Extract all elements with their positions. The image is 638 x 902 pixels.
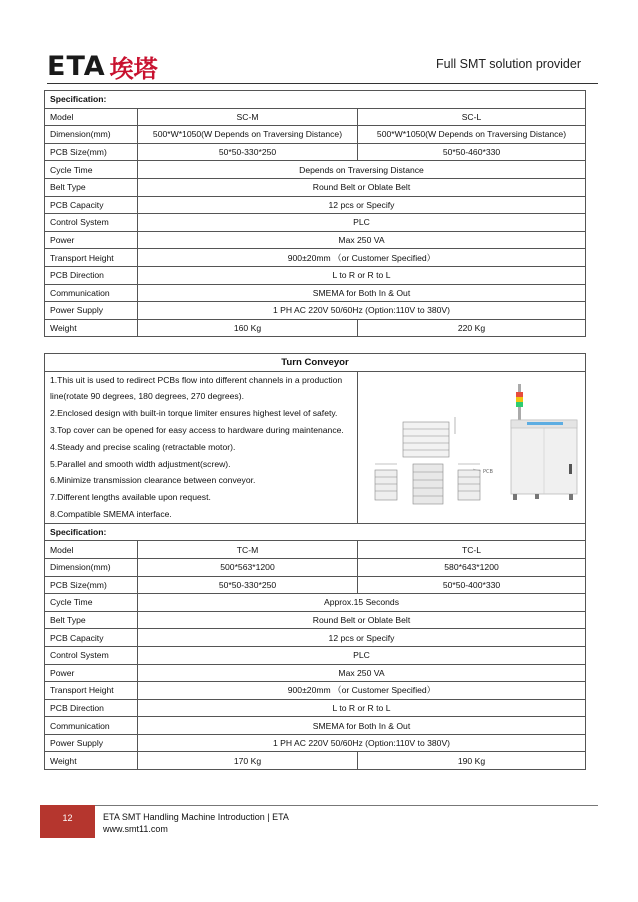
- row-label: PCB Direction: [45, 266, 138, 284]
- row-value-shared: 12 pcs or Specify: [138, 196, 586, 214]
- features-row: [45, 371, 586, 523]
- machine-drawing: [511, 384, 577, 500]
- feature-item: 8.Compatible SMEMA interface.: [50, 508, 172, 519]
- row-label: PCB Capacity: [45, 629, 138, 647]
- spec-heading-row: [45, 91, 586, 109]
- row-label: PCB Direction: [45, 699, 138, 717]
- row-label: Weight: [45, 319, 138, 337]
- row-label: Dimension(mm): [45, 126, 138, 144]
- row-value-shared: PLC: [138, 214, 586, 232]
- row-value-l: SC-L: [358, 108, 586, 126]
- row-label: Belt Type: [45, 611, 138, 629]
- table-row: [45, 302, 586, 320]
- row-label: Model: [45, 541, 138, 559]
- spec-heading-row: [45, 523, 586, 541]
- table-row: [45, 214, 586, 232]
- footer-website: www.smt11.com: [103, 824, 168, 834]
- feature-item: 2.Enclosed design with built-in torque limiter ensures highest level of safety.: [50, 408, 338, 419]
- row-value-l: 580*643*1200: [358, 558, 586, 576]
- row-value-m: SC-M: [138, 108, 358, 126]
- footer-title: ETA SMT Handling Machine Introduction | ETA: [103, 812, 289, 822]
- table-row: [45, 108, 586, 126]
- table-row: [45, 231, 586, 249]
- row-label: Control System: [45, 646, 138, 664]
- row-label: Weight: [45, 752, 138, 770]
- row-value-shared: 1 PH AC 220V 50/60Hz (Option:110V to 380V): [138, 302, 586, 320]
- row-value-shared: Approx.15 Seconds: [138, 594, 586, 612]
- product-image-cell: [358, 371, 586, 523]
- table-row: [45, 646, 586, 664]
- feature-item: 6.Minimize transmission clearance between conveyor.: [50, 475, 256, 486]
- row-value-l: 50*50-400*330: [358, 576, 586, 594]
- pcb-label: PCB: [483, 469, 493, 476]
- row-value-shared: 900±20mm （or Customer Specified）: [138, 682, 586, 700]
- row-value-shared: L to R or R to L: [138, 266, 586, 284]
- top-view-drawing: [375, 417, 480, 504]
- spec-heading: Specification:: [45, 523, 586, 541]
- row-value-shared: 1 PH AC 220V 50/60Hz (Option:110V to 380V): [138, 734, 586, 752]
- row-label: PCB Capacity: [45, 196, 138, 214]
- row-value-shared: Max 250 VA: [138, 231, 586, 249]
- row-label: PCB Size(mm): [45, 143, 138, 161]
- feature-item: line(rotate 90 degrees, 180 degrees, 270 degrees).: [50, 391, 244, 402]
- footer-divider: [40, 805, 598, 806]
- feature-item: 3.Top cover can be opened for easy access to hardware during maintenance.: [50, 424, 344, 435]
- sc-spec-table: [44, 90, 586, 337]
- table-row: [45, 558, 586, 576]
- row-value-shared: Depends on Traversing Distance: [138, 161, 586, 179]
- row-value-m: 160 Kg: [138, 319, 358, 337]
- row-label: Cycle Time: [45, 594, 138, 612]
- row-label: Cycle Time: [45, 161, 138, 179]
- logo-latin-text: ETA: [47, 50, 106, 82]
- row-label: Communication: [45, 717, 138, 735]
- feature-item: 7.Different lengths available upon request.: [50, 492, 211, 503]
- table-row: [45, 161, 586, 179]
- feature-item: 1.This uit is used to redirect PCBs flow into different channels in a production: [50, 374, 343, 385]
- row-value-shared: Max 250 VA: [138, 664, 586, 682]
- row-value-l: 500*W*1050(W Depends on Traversing Distance): [358, 126, 586, 144]
- row-label: Power: [45, 231, 138, 249]
- logo-cjk-text: 埃塔: [109, 54, 158, 83]
- table-row: [45, 178, 586, 196]
- table-row: [45, 594, 586, 612]
- page-number-badge: 12: [40, 805, 95, 838]
- eta-logo: [47, 50, 158, 82]
- row-value-l: TC-L: [358, 541, 586, 559]
- row-label: Control System: [45, 214, 138, 232]
- table-row: [45, 629, 586, 647]
- row-value-shared: 900±20mm （or Customer Specified）: [138, 249, 586, 267]
- table-row: [45, 266, 586, 284]
- row-value-l: 50*50-460*330: [358, 143, 586, 161]
- row-value-shared: SMEMA for Both In & Out: [138, 717, 586, 735]
- row-label: Model: [45, 108, 138, 126]
- row-value-l: 220 Kg: [358, 319, 586, 337]
- table-row: [45, 143, 586, 161]
- row-label: Power Supply: [45, 734, 138, 752]
- tagline: Full SMT solution provider: [436, 57, 581, 71]
- table-row: [45, 717, 586, 735]
- row-value-m: 170 Kg: [138, 752, 358, 770]
- row-value-shared: Round Belt or Oblate Belt: [138, 611, 586, 629]
- row-label: Power Supply: [45, 302, 138, 320]
- page-header: [0, 0, 638, 82]
- sc-spec-rows: [45, 108, 586, 337]
- row-label: Dimension(mm): [45, 558, 138, 576]
- row-label: Communication: [45, 284, 138, 302]
- table-row: [45, 196, 586, 214]
- table-row: [45, 284, 586, 302]
- row-label: Power: [45, 664, 138, 682]
- row-value-shared: SMEMA for Both In & Out: [138, 284, 586, 302]
- header-divider: [47, 83, 598, 84]
- table-row: [45, 734, 586, 752]
- row-value-m: TC-M: [138, 541, 358, 559]
- row-value-shared: L to R or R to L: [138, 699, 586, 717]
- features-list: [45, 371, 358, 523]
- table-row: [45, 249, 586, 267]
- row-value-m: 50*50-330*250: [138, 576, 358, 594]
- row-value-shared: 12 pcs or Specify: [138, 629, 586, 647]
- table-row: [45, 541, 586, 559]
- spec-heading: Specification:: [45, 91, 586, 109]
- row-label: Belt Type: [45, 178, 138, 196]
- table-row: [45, 611, 586, 629]
- turn-conveyor-illustration: [363, 372, 586, 520]
- tc-spec-rows: [45, 541, 586, 770]
- row-value-m: 50*50-330*250: [138, 143, 358, 161]
- row-value-l: 190 Kg: [358, 752, 586, 770]
- table-row: [45, 664, 586, 682]
- table-row: [45, 682, 586, 700]
- title-row: [45, 354, 586, 372]
- row-label: PCB Size(mm): [45, 576, 138, 594]
- table-row: [45, 699, 586, 717]
- table-row: [45, 319, 586, 337]
- table-row: [45, 576, 586, 594]
- feature-item: 4.Steady and precise scaling (retractable motor).: [50, 441, 236, 452]
- row-label: Transport Height: [45, 249, 138, 267]
- row-value-shared: Round Belt or Oblate Belt: [138, 178, 586, 196]
- row-label: Transport Height: [45, 682, 138, 700]
- row-value-m: 500*W*1050(W Depends on Traversing Distance): [138, 126, 358, 144]
- turn-conveyor-table: [44, 353, 586, 770]
- table-row: [45, 752, 586, 770]
- table-row: [45, 126, 586, 144]
- row-value-m: 500*563*1200: [138, 558, 358, 576]
- row-value-shared: PLC: [138, 646, 586, 664]
- feature-item: 5.Parallel and smooth width adjustment(screw).: [50, 458, 231, 469]
- page-footer: [0, 800, 638, 902]
- table-title: Turn Conveyor: [45, 354, 586, 372]
